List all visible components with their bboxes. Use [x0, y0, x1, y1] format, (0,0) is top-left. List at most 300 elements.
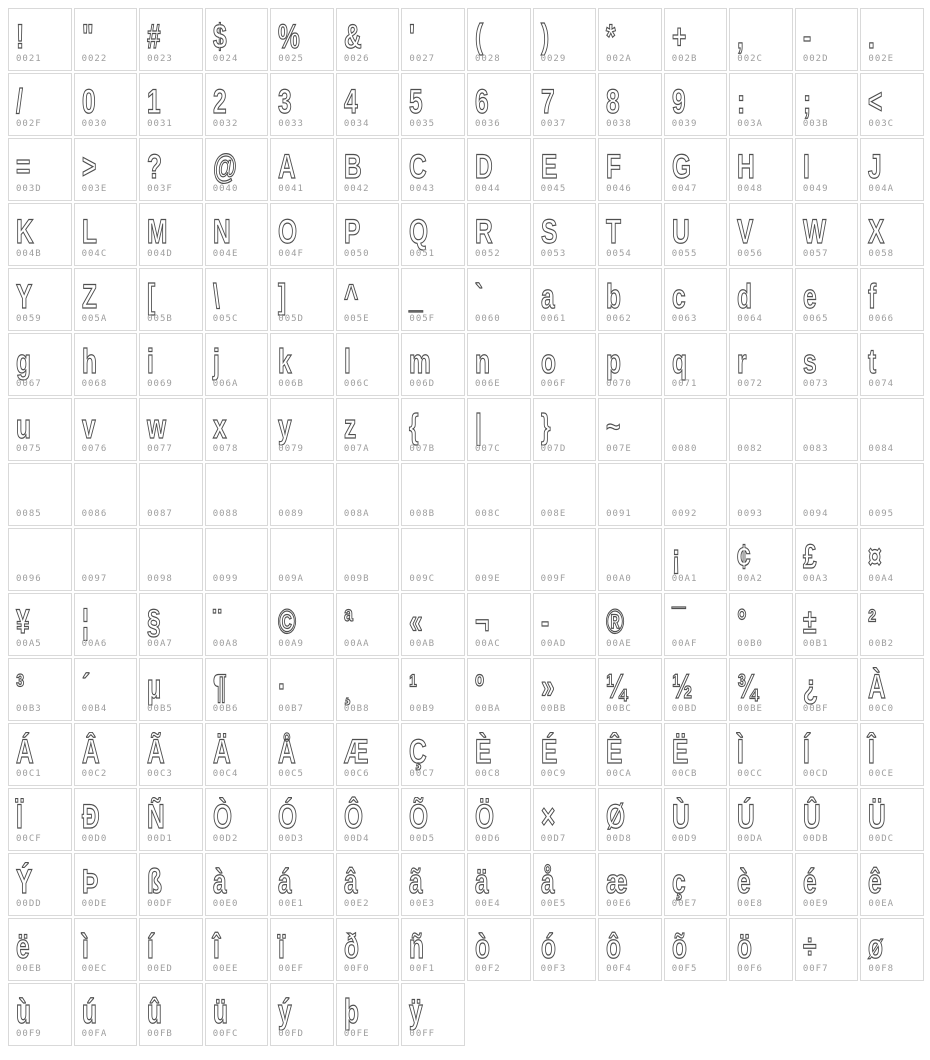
charmap-cell[interactable]	[336, 528, 400, 591]
glyph: 9	[671, 83, 686, 121]
codepoint-label: 0028	[475, 54, 501, 64]
charmap-cell[interactable]	[336, 983, 400, 1046]
codepoint-label: 005D	[278, 314, 304, 324]
charmap-cell[interactable]	[533, 8, 597, 71]
charmap-cell[interactable]	[860, 203, 924, 266]
charmap-cell[interactable]	[729, 593, 793, 656]
charmap-cell[interactable]	[664, 268, 728, 331]
glyph: z	[343, 408, 357, 446]
charmap-cell[interactable]	[139, 658, 203, 721]
codepoint-label: 002E	[868, 54, 895, 64]
charmap-cell[interactable]	[270, 268, 334, 331]
charmap-cell[interactable]	[74, 853, 138, 916]
charmap-cell[interactable]	[795, 203, 859, 266]
glyph: )	[540, 18, 549, 56]
codepoint-label: 002F	[16, 119, 42, 129]
charmap-cell[interactable]	[401, 138, 465, 201]
codepoint-label: 00F6	[737, 964, 763, 974]
charmap-cell[interactable]	[336, 853, 400, 916]
charmap-cell[interactable]	[8, 593, 72, 656]
charmap-cell[interactable]	[270, 463, 334, 526]
charmap-cell[interactable]	[860, 463, 924, 526]
charmap-cell[interactable]	[139, 853, 203, 916]
codepoint-label: 0057	[802, 249, 829, 259]
charmap-cell[interactable]	[401, 463, 465, 526]
charmap-cell[interactable]	[664, 333, 728, 396]
charmap-cell[interactable]	[860, 658, 924, 721]
charmap-cell[interactable]	[205, 918, 269, 981]
glyph: ?	[147, 148, 163, 186]
charmap-cell[interactable]	[401, 8, 465, 71]
codepoint-label: 008A	[343, 509, 370, 519]
charmap-cell[interactable]	[401, 593, 465, 656]
codepoint-label: 00A2	[737, 574, 763, 584]
charmap-cell[interactable]	[336, 73, 400, 136]
charmap-cell[interactable]	[598, 528, 662, 591]
codepoint-label: 003B	[802, 119, 829, 129]
codepoint-label: 003D	[16, 184, 42, 194]
charmap-cell[interactable]	[729, 918, 793, 981]
charmap-cell[interactable]	[795, 658, 859, 721]
charmap-cell[interactable]	[205, 398, 269, 461]
charmap-cell[interactable]	[336, 8, 400, 71]
glyph: õ	[671, 928, 687, 966]
charmap-cell[interactable]	[336, 658, 400, 721]
codepoint-label: 007D	[540, 444, 567, 454]
glyph: #	[147, 18, 161, 56]
charmap-cell[interactable]	[860, 8, 924, 71]
charmap-cell[interactable]	[270, 333, 334, 396]
charmap-cell[interactable]	[270, 918, 334, 981]
codepoint-label: 0027	[409, 54, 436, 64]
charmap-cell[interactable]	[401, 658, 465, 721]
charmap-cell[interactable]	[467, 658, 531, 721]
charmap-cell[interactable]	[401, 853, 465, 916]
charmap-cell[interactable]	[533, 463, 597, 526]
charmap-cell[interactable]	[467, 788, 531, 851]
charmap-cell[interactable]	[139, 203, 203, 266]
glyph: [	[147, 278, 156, 316]
glyph: ó	[540, 928, 556, 966]
codepoint-label: 009C	[409, 574, 436, 584]
codepoint-label: 0067	[16, 379, 42, 389]
charmap-cell[interactable]	[467, 528, 531, 591]
charmap-cell[interactable]	[467, 138, 531, 201]
charmap-cell[interactable]	[795, 73, 859, 136]
charmap-cell[interactable]	[598, 333, 662, 396]
charmap-cell[interactable]	[795, 268, 859, 331]
charmap-cell[interactable]	[74, 8, 138, 71]
charmap-cell[interactable]	[664, 203, 728, 266]
charmap-cell[interactable]	[270, 853, 334, 916]
charmap-cell[interactable]	[336, 463, 400, 526]
charmap-cell[interactable]	[533, 918, 597, 981]
charmap-cell[interactable]	[205, 528, 269, 591]
charmap-cell[interactable]	[270, 73, 334, 136]
charmap-cell[interactable]	[8, 528, 72, 591]
charmap-cell[interactable]	[860, 918, 924, 981]
charmap-cell[interactable]	[8, 203, 72, 266]
charmap-cell[interactable]	[533, 138, 597, 201]
charmap-cell[interactable]	[729, 138, 793, 201]
charmap-cell[interactable]	[205, 333, 269, 396]
charmap-cell[interactable]	[664, 658, 728, 721]
charmap-cell[interactable]	[401, 788, 465, 851]
codepoint-label: 0062	[606, 314, 632, 324]
charmap-cell[interactable]	[533, 593, 597, 656]
charmap-cell[interactable]	[8, 983, 72, 1046]
codepoint-label: 007A	[343, 444, 370, 454]
charmap-cell[interactable]	[533, 268, 597, 331]
charmap-cell[interactable]	[139, 268, 203, 331]
charmap-cell[interactable]	[74, 983, 138, 1046]
glyph: X	[868, 213, 885, 251]
charmap-cell[interactable]	[139, 983, 203, 1046]
charmap-cell[interactable]	[467, 333, 531, 396]
codepoint-label: 00E8	[737, 899, 763, 909]
charmap-cell[interactable]	[533, 528, 597, 591]
glyph: N	[212, 213, 231, 251]
charmap-cell[interactable]	[467, 268, 531, 331]
codepoint-label: 00BC	[606, 704, 632, 714]
charmap-cell[interactable]	[401, 73, 465, 136]
charmap-cell[interactable]	[795, 918, 859, 981]
codepoint-label: 00C7	[409, 769, 436, 779]
charmap-cell[interactable]	[795, 138, 859, 201]
charmap-cell[interactable]	[205, 723, 269, 786]
charmap-cell[interactable]	[270, 8, 334, 71]
charmap-cell[interactable]	[860, 593, 924, 656]
glyph: Ý	[16, 863, 33, 901]
glyph: ^	[343, 278, 359, 316]
glyph: î	[212, 928, 220, 966]
codepoint-label: 00C2	[81, 769, 108, 779]
charmap-cell[interactable]	[467, 593, 531, 656]
glyph: ¸	[343, 668, 352, 706]
charmap-cell[interactable]	[8, 788, 72, 851]
codepoint-label: 00CB	[671, 769, 698, 779]
glyph: è	[737, 863, 751, 901]
charmap-cell[interactable]	[139, 528, 203, 591]
glyph: a	[540, 278, 555, 316]
charmap-cell[interactable]	[8, 853, 72, 916]
charmap-cell[interactable]	[533, 203, 597, 266]
charmap-cell[interactable]	[467, 398, 531, 461]
charmap-cell[interactable]	[74, 723, 138, 786]
charmap-cell[interactable]	[795, 528, 859, 591]
charmap-cell[interactable]	[205, 73, 269, 136]
charmap-cell[interactable]	[270, 983, 334, 1046]
codepoint-label: 0076	[81, 444, 108, 454]
charmap-cell[interactable]	[467, 463, 531, 526]
glyph: @	[212, 148, 237, 186]
glyph: 8	[606, 83, 620, 121]
codepoint-label: 0051	[409, 249, 436, 259]
charmap-cell[interactable]	[401, 723, 465, 786]
charmap-cell[interactable]	[270, 658, 334, 721]
charmap-cell[interactable]	[795, 333, 859, 396]
charmap-cell[interactable]	[336, 203, 400, 266]
charmap-cell[interactable]	[336, 398, 400, 461]
codepoint-label: 00F8	[868, 964, 895, 974]
glyph: ò	[475, 928, 490, 966]
charmap-cell[interactable]	[598, 73, 662, 136]
charmap-cell[interactable]	[729, 723, 793, 786]
charmap-cell[interactable]	[401, 983, 465, 1046]
charmap-cell[interactable]	[139, 918, 203, 981]
charmap-cell[interactable]	[270, 398, 334, 461]
charmap-cell[interactable]	[795, 8, 859, 71]
charmap-cell[interactable]	[205, 658, 269, 721]
charmap-cell[interactable]	[533, 73, 597, 136]
charmap-cell[interactable]	[270, 203, 334, 266]
charmap-cell[interactable]	[139, 138, 203, 201]
charmap-cell[interactable]	[139, 463, 203, 526]
codepoint-label: 0037	[540, 119, 567, 129]
charmap-cell[interactable]	[8, 138, 72, 201]
charmap-cell[interactable]	[598, 788, 662, 851]
charmap-cell[interactable]	[205, 8, 269, 71]
charmap-cell[interactable]	[729, 268, 793, 331]
charmap-cell[interactable]	[8, 333, 72, 396]
charmap-cell[interactable]	[139, 73, 203, 136]
charmap-cell[interactable]	[336, 723, 400, 786]
charmap-cell[interactable]	[74, 528, 138, 591]
codepoint-label: 0088	[212, 509, 239, 519]
charmap-cell[interactable]	[401, 398, 465, 461]
charmap-cell[interactable]	[74, 333, 138, 396]
charmap-cell[interactable]	[401, 528, 465, 591]
codepoint-label: 006F	[540, 379, 567, 389]
charmap-cell[interactable]	[795, 398, 859, 461]
charmap-cell[interactable]	[270, 723, 334, 786]
charmap-cell[interactable]	[74, 138, 138, 201]
charmap-cell[interactable]	[664, 8, 728, 71]
charmap-cell[interactable]	[729, 398, 793, 461]
glyph: ß	[147, 863, 163, 901]
charmap-cell[interactable]	[74, 268, 138, 331]
charmap-cell[interactable]	[139, 723, 203, 786]
codepoint-label: 0036	[475, 119, 501, 129]
charmap-cell[interactable]	[598, 8, 662, 71]
charmap-cell[interactable]	[729, 853, 793, 916]
charmap-cell[interactable]	[205, 463, 269, 526]
charmap-cell[interactable]	[729, 788, 793, 851]
charmap-cell[interactable]	[795, 723, 859, 786]
codepoint-label: 008C	[475, 509, 501, 519]
charmap-cell[interactable]	[8, 398, 72, 461]
codepoint-label: 0044	[475, 184, 501, 194]
charmap-cell[interactable]	[401, 333, 465, 396]
charmap-cell[interactable]	[860, 788, 924, 851]
charmap-cell[interactable]	[664, 853, 728, 916]
codepoint-label: 00E7	[671, 899, 698, 909]
charmap-cell[interactable]	[336, 788, 400, 851]
charmap-cell[interactable]	[729, 8, 793, 71]
charmap-cell[interactable]	[8, 73, 72, 136]
charmap-cell[interactable]	[598, 658, 662, 721]
charmap-cell[interactable]	[336, 268, 400, 331]
charmap-cell[interactable]	[467, 918, 531, 981]
charmap-cell[interactable]	[533, 723, 597, 786]
codepoint-label: 0043	[409, 184, 436, 194]
glyph: l	[343, 343, 351, 381]
charmap-cell[interactable]	[860, 853, 924, 916]
charmap-cell[interactable]	[467, 853, 531, 916]
codepoint-label: 0030	[81, 119, 108, 129]
charmap-cell[interactable]	[74, 203, 138, 266]
glyph: ª	[343, 603, 353, 641]
charmap-cell[interactable]	[336, 138, 400, 201]
charmap-cell[interactable]	[860, 528, 924, 591]
glyph: >	[81, 148, 96, 186]
codepoint-label: 00EB	[16, 964, 42, 974]
charmap-cell[interactable]	[139, 333, 203, 396]
charmap-cell[interactable]	[598, 138, 662, 201]
charmap-cell[interactable]	[860, 398, 924, 461]
charmap-cell[interactable]	[795, 463, 859, 526]
glyph: ç	[671, 863, 686, 901]
charmap-cell[interactable]	[205, 138, 269, 201]
charmap-cell[interactable]	[401, 203, 465, 266]
charmap-cell[interactable]	[205, 788, 269, 851]
glyph: Ö	[475, 798, 495, 836]
charmap-cell[interactable]	[270, 138, 334, 201]
charmap-cell[interactable]	[664, 463, 728, 526]
charmap-cell[interactable]	[139, 788, 203, 851]
charmap-cell[interactable]	[8, 658, 72, 721]
glyph: d	[737, 278, 753, 316]
charmap-cell[interactable]	[205, 853, 269, 916]
charmap-cell[interactable]	[860, 138, 924, 201]
charmap-cell[interactable]	[74, 463, 138, 526]
glyph: 5	[409, 83, 424, 121]
charmap-cell[interactable]	[860, 333, 924, 396]
glyph: L	[81, 213, 97, 251]
glyph: Î	[868, 733, 876, 771]
charmap-cell[interactable]	[729, 333, 793, 396]
charmap-cell[interactable]	[205, 203, 269, 266]
charmap-cell[interactable]	[8, 8, 72, 71]
charmap-cell[interactable]	[533, 333, 597, 396]
charmap-cell[interactable]	[139, 398, 203, 461]
codepoint-label: 00CF	[16, 834, 42, 844]
codepoint-label: 00D6	[475, 834, 501, 844]
charmap-cell[interactable]	[795, 593, 859, 656]
glyph: ·	[278, 668, 287, 706]
charmap-cell[interactable]	[74, 398, 138, 461]
charmap-cell[interactable]	[664, 918, 728, 981]
charmap-cell[interactable]	[860, 73, 924, 136]
charmap-cell[interactable]	[74, 788, 138, 851]
charmap-cell[interactable]	[795, 853, 859, 916]
charmap-cell[interactable]	[205, 268, 269, 331]
codepoint-label: 0045	[540, 184, 567, 194]
charmap-cell[interactable]	[598, 463, 662, 526]
charmap-cell[interactable]	[8, 723, 72, 786]
charmap-cell[interactable]	[860, 723, 924, 786]
charmap-cell[interactable]	[598, 593, 662, 656]
charmap-cell[interactable]	[401, 918, 465, 981]
charmap-cell[interactable]	[270, 593, 334, 656]
glyph: m	[409, 343, 432, 381]
charmap-cell[interactable]	[664, 138, 728, 201]
charmap-cell[interactable]	[74, 593, 138, 656]
codepoint-label: 006B	[278, 379, 304, 389]
charmap-cell[interactable]	[598, 203, 662, 266]
charmap-cell[interactable]	[467, 203, 531, 266]
charmap-cell[interactable]	[533, 658, 597, 721]
charmap-cell[interactable]	[598, 268, 662, 331]
charmap-cell[interactable]	[270, 528, 334, 591]
codepoint-label: 0053	[540, 249, 567, 259]
charmap-cell[interactable]	[139, 593, 203, 656]
codepoint-label: 00FC	[212, 1029, 239, 1039]
charmap-cell[interactable]	[664, 528, 728, 591]
charmap-cell[interactable]	[336, 918, 400, 981]
codepoint-label: 00ED	[147, 964, 173, 974]
charmap-cell[interactable]	[467, 73, 531, 136]
glyph: Ì	[737, 733, 745, 771]
charmap-cell[interactable]	[139, 8, 203, 71]
charmap-cell[interactable]	[336, 593, 400, 656]
charmap-cell[interactable]	[664, 593, 728, 656]
charmap-cell[interactable]	[598, 398, 662, 461]
charmap-cell[interactable]	[533, 788, 597, 851]
codepoint-label: 005A	[81, 314, 108, 324]
glyph: c	[671, 278, 686, 316]
charmap-cell[interactable]	[401, 268, 465, 331]
charmap-cell[interactable]	[664, 723, 728, 786]
charmap-cell[interactable]	[729, 658, 793, 721]
codepoint-label: 0034	[343, 119, 370, 129]
codepoint-label: 00A0	[606, 574, 632, 584]
charmap-cell[interactable]	[8, 463, 72, 526]
charmap-cell[interactable]	[795, 788, 859, 851]
charmap-cell[interactable]	[729, 73, 793, 136]
charmap-cell[interactable]	[74, 658, 138, 721]
charmap-cell[interactable]	[336, 333, 400, 396]
codepoint-label: 0084	[868, 444, 895, 454]
glyph: .	[868, 18, 876, 56]
charmap-cell[interactable]	[664, 73, 728, 136]
charmap-cell[interactable]	[205, 593, 269, 656]
charmap-cell[interactable]	[533, 853, 597, 916]
charmap-cell[interactable]	[729, 203, 793, 266]
codepoint-label: 0079	[278, 444, 304, 454]
charmap-cell[interactable]	[533, 398, 597, 461]
charmap-cell[interactable]	[270, 788, 334, 851]
charmap-cell[interactable]	[598, 723, 662, 786]
charmap-cell[interactable]	[74, 73, 138, 136]
charmap-cell[interactable]	[467, 723, 531, 786]
glyph: ©	[278, 603, 297, 641]
charmap-cell[interactable]	[729, 528, 793, 591]
charmap-cell[interactable]	[664, 788, 728, 851]
codepoint-label: 00F4	[606, 964, 632, 974]
charmap-cell[interactable]	[860, 268, 924, 331]
charmap-cell[interactable]	[467, 8, 531, 71]
charmap-cell[interactable]	[664, 398, 728, 461]
codepoint-label: 00B5	[147, 704, 173, 714]
charmap-cell[interactable]	[74, 918, 138, 981]
charmap-cell[interactable]	[598, 853, 662, 916]
charmap-cell[interactable]	[598, 918, 662, 981]
charmap-cell[interactable]	[8, 268, 72, 331]
charmap-cell[interactable]	[205, 983, 269, 1046]
charmap-cell[interactable]	[729, 463, 793, 526]
charmap-cell[interactable]	[8, 918, 72, 981]
